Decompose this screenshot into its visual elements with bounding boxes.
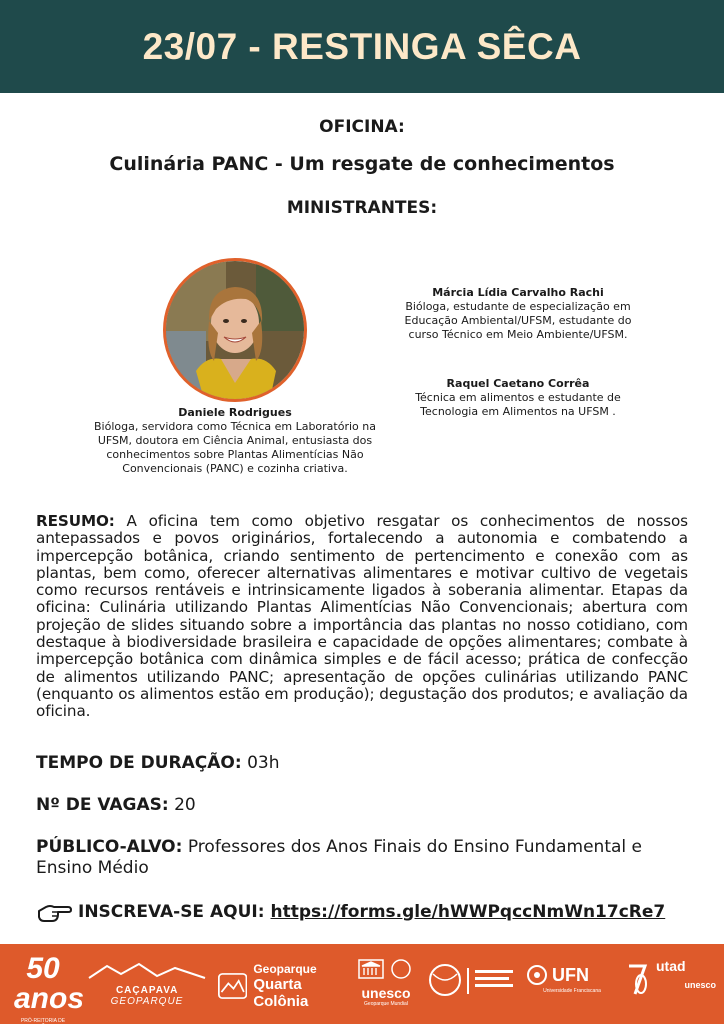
logo-global-geoparks <box>424 960 520 1005</box>
page-title: 23/07 - RESTINGA SÊCA <box>142 25 582 67</box>
instructor-photo <box>163 258 307 402</box>
logo-utad-unesco: utad unesco <box>656 958 716 990</box>
vacancies-value: 20 <box>174 795 196 815</box>
header-banner <box>0 0 724 93</box>
instructor-card-raquel <box>388 377 648 419</box>
logo-geoparque-quarta-colonia: Geoparque Quarta Colônia <box>218 962 346 1010</box>
oficina-label: OFICINA: <box>319 117 405 137</box>
ufn-flower-icon <box>526 964 548 986</box>
signup-link[interactable]: https://forms.gle/hWWPqccNmWn17cRe7 <box>270 901 666 922</box>
instructor-bio: Bióloga, estudante de especialização em Educação Ambiental/UFSM, estudante do curso Técnico em Meio Ambiente/UFSM. <box>404 300 632 341</box>
resumo-text: A oficina tem como objetivo resgatar os conhecimentos de nossos antepassados e povos originários, fortalecendo a autonomia e combatendo a impercepção botânica, criando sentimento de pertencimento e conexão com as plantas, bem como, oferecer alternativas alimentares e motivar cultivo de vegetais como recursos rentáveis e intrinsicamente ligados à soberania alimentar. Etapas da oficina: Culinária utilizando Plantas Alimentícias Não Convencionais; abertura com projeção de slides situando sobre a importância das plantas no nosso cotidiano, com destaque à biodiversidade brasileira e capacidade de opções alimentares; combate à impercepção botânica com dinâmica simples e de fácil acesso; prática de confecção de alimentos utilizando PANC; apresentação de opções culinárias utilizando PANC (enquanto os alimentos estão em produção); degustação dos produtos; e avaliação da oficina. <box>36 512 688 721</box>
resumo-paragraph <box>36 513 688 721</box>
footer-logos-bar <box>0 944 724 1030</box>
audience-line <box>36 837 696 879</box>
audience-label: PÚBLICO-ALVO: <box>36 837 183 857</box>
logo-70-anos <box>626 962 650 1003</box>
mountain-icon <box>87 962 207 980</box>
global-geoparks-icon <box>427 960 517 1000</box>
logo-50-anos: 50 anos PRÓ-REITORIA DE EXTENSÃO UFSM <box>14 952 85 1030</box>
unesco-temple-icon <box>357 958 415 980</box>
instructor-name: Daniele Rodrigues <box>178 406 292 419</box>
geoparque-icon <box>218 971 247 1001</box>
vacancies-line <box>36 795 696 816</box>
logo-unesco: unesco Geoparque Mundial <box>354 958 418 1007</box>
logo-cacapava-geoparque: CAÇAPAVA GEOPARQUE <box>82 962 212 1007</box>
instructor-card-marcia <box>388 286 648 342</box>
signup-label: INSCREVA-SE AQUI: <box>78 901 265 922</box>
vacancies-label: Nº DE VAGAS: <box>36 795 169 815</box>
resumo-label: RESUMO: <box>36 512 115 530</box>
signup-line <box>36 899 696 925</box>
duration-value: 03h <box>247 753 280 773</box>
seventy-icon <box>627 962 649 998</box>
instructor-name: Márcia Lídia Carvalho Rachi <box>432 286 604 299</box>
pointing-hand-icon <box>36 899 72 925</box>
duration-label: TEMPO DE DURAÇÃO: <box>36 753 242 773</box>
ministrantes-label: MINISTRANTES: <box>286 198 438 218</box>
instructor-name: Raquel Caetano Corrêa <box>446 377 590 390</box>
duration-line <box>36 753 696 774</box>
audience-value: Professores dos Anos Finais do Ensino Fundamental e Ensino Médio <box>36 837 643 878</box>
logo-ufn: UFN Universidade Franciscana <box>526 964 618 994</box>
instructor-card-daniele <box>82 406 388 476</box>
instructor-bio: Bióloga, servidora como Técnica em Laboratório na UFSM, doutora em Ciência Animal, entusiasta dos conhecimentos sobre Plantas Alimentícias Não Convencionais (PANC) e cozinha criativa. <box>94 420 376 475</box>
instructor-bio: Técnica em alimentos e estudante de Tecnologia em Alimentos na UFSM . <box>415 391 621 418</box>
workshop-title: Culinária PANC - Um resgate de conhecimentos <box>109 153 615 175</box>
